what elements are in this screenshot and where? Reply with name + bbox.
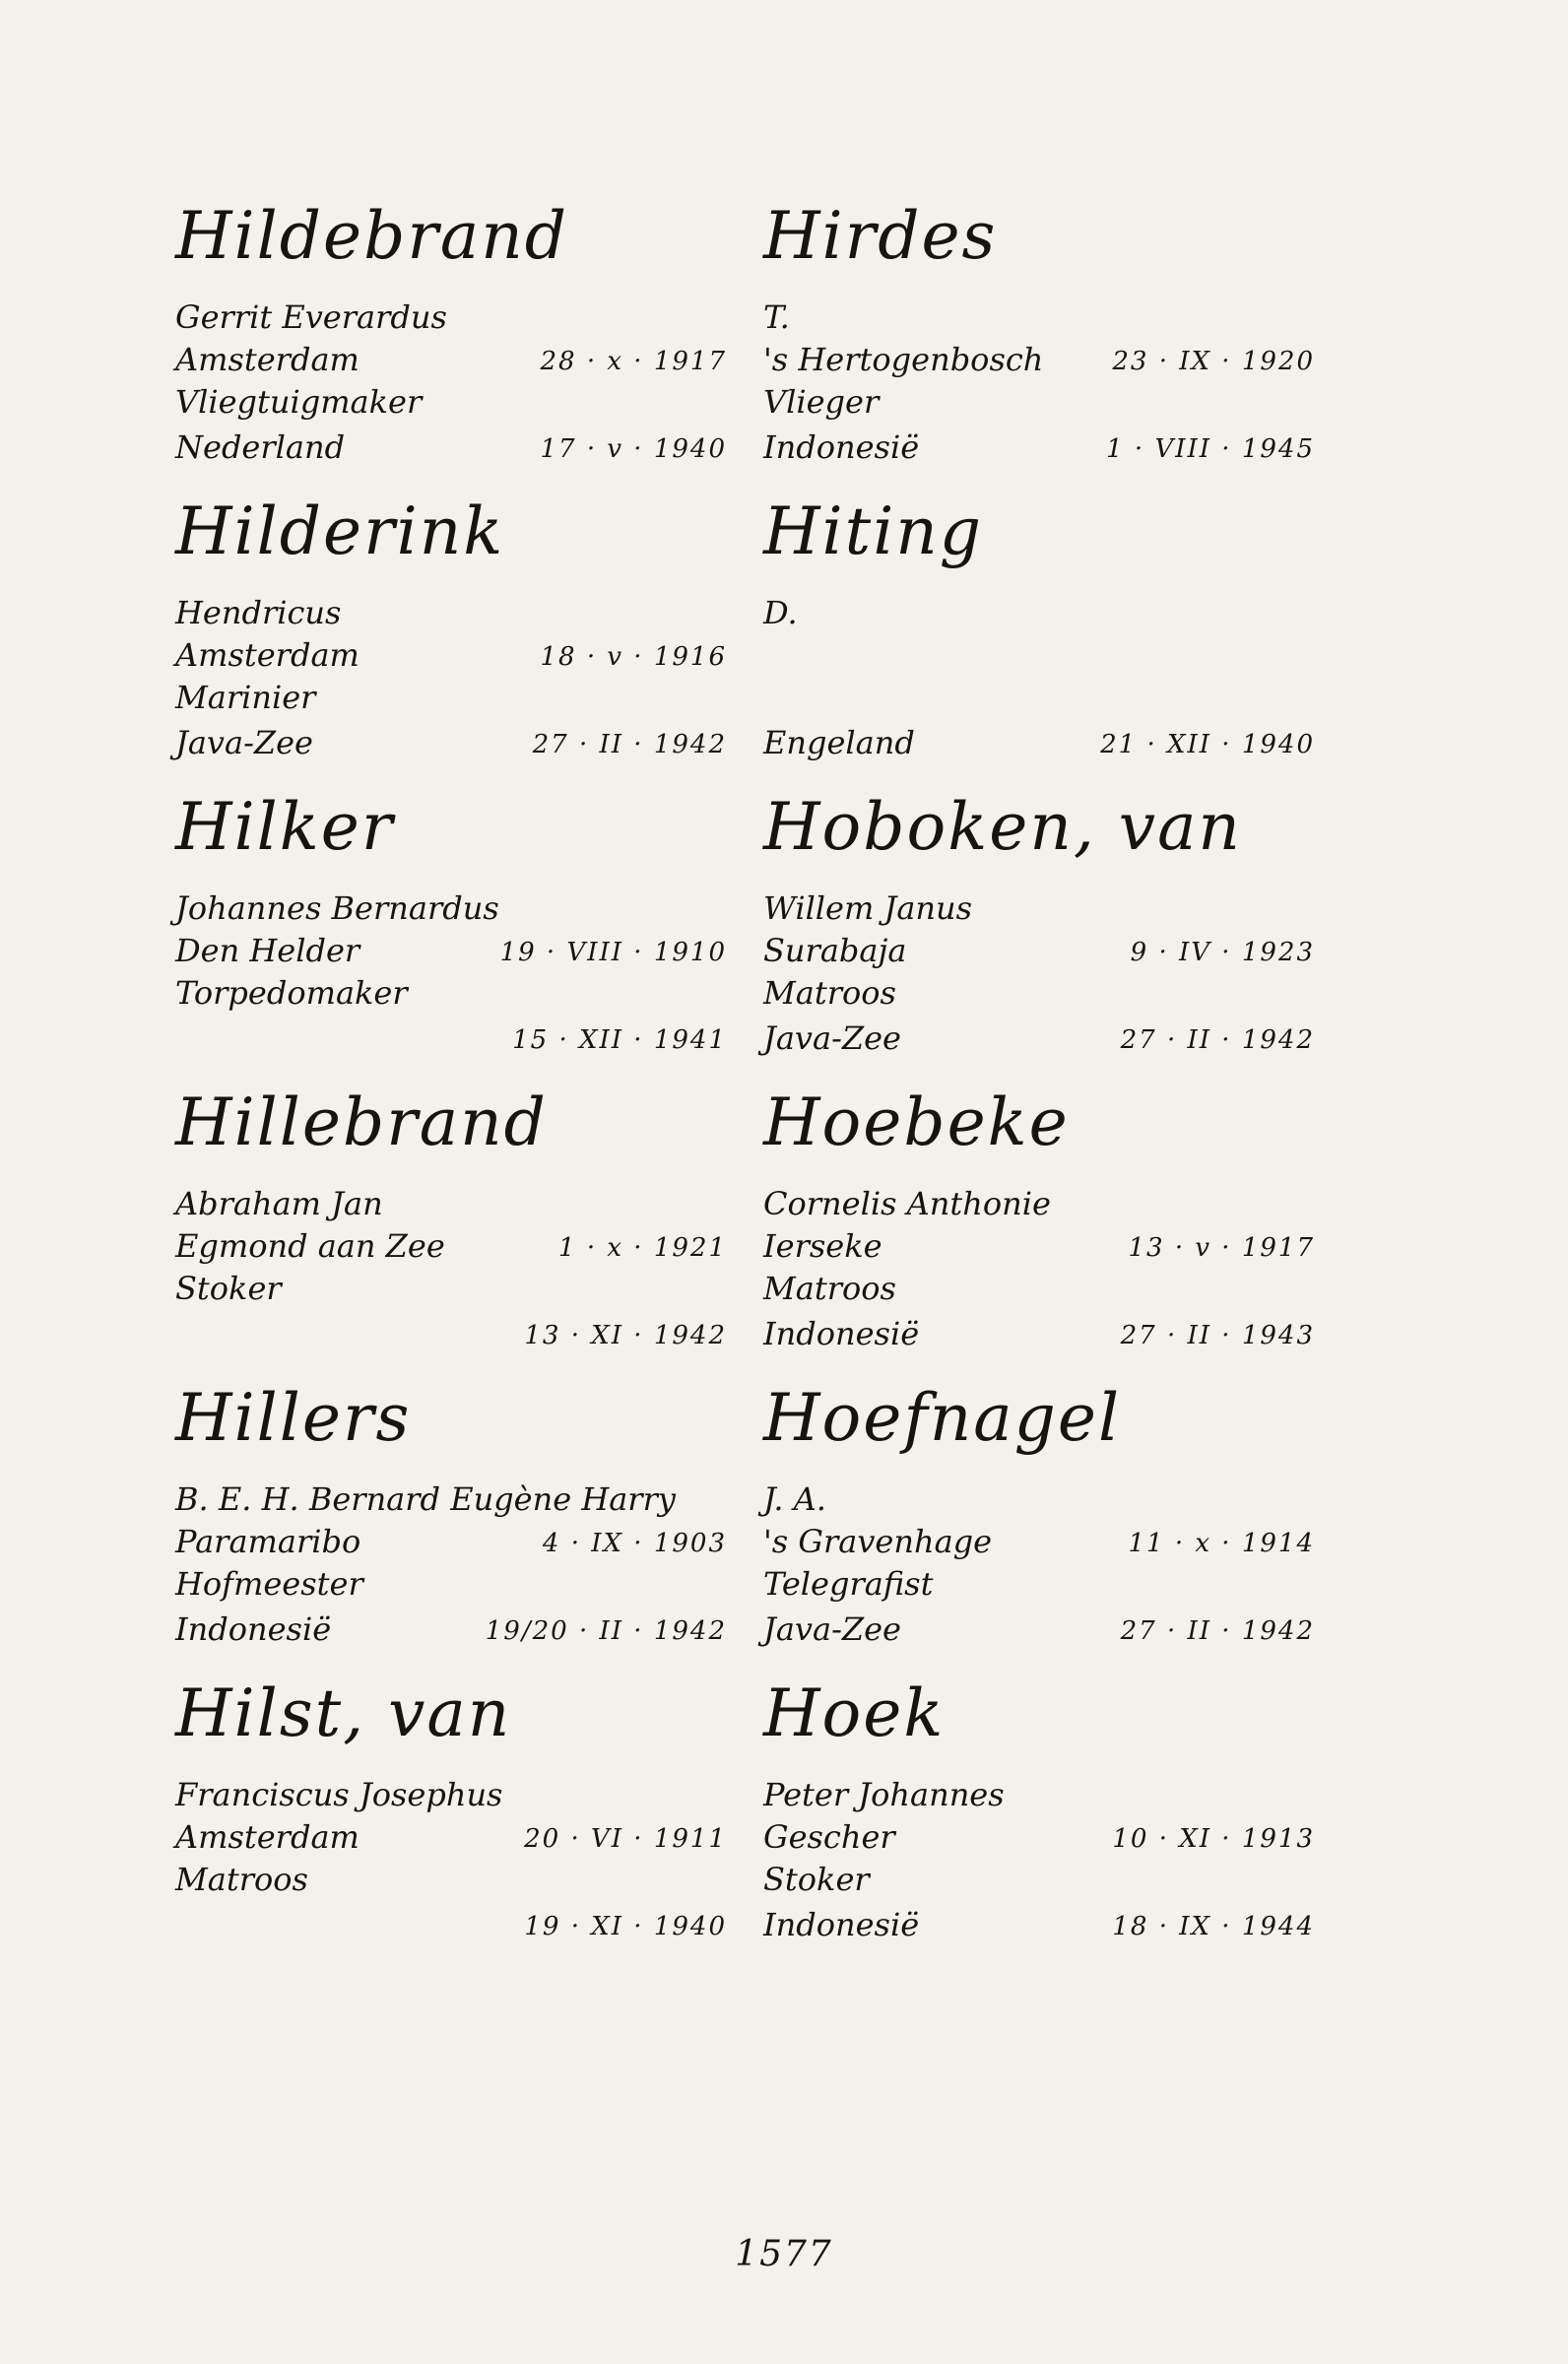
given-names: Johannes Bernardus — [175, 889, 499, 927]
given-names: D. — [763, 594, 798, 631]
birthplace-line — [763, 1520, 1315, 1563]
occupation-line — [175, 1562, 727, 1606]
death-line — [175, 426, 727, 469]
given-names: Cornelis Anthonie — [763, 1185, 1051, 1222]
entry — [763, 197, 1315, 483]
death-place: Java-Zee — [175, 724, 313, 761]
occupation-line — [175, 971, 727, 1015]
birthplace: 's Hertogenbosch — [763, 341, 1044, 378]
death-line — [175, 1903, 727, 1946]
occupation-line — [763, 1562, 1315, 1606]
death-date: 1 · VIII · 1945 — [1106, 434, 1315, 464]
surname-heading: Hilst, van — [175, 1675, 512, 1751]
occupation-line — [175, 1858, 727, 1901]
birth-date: 13 · v · 1917 — [1128, 1233, 1315, 1263]
birth-date: 4 · IX · 1903 — [542, 1529, 727, 1558]
birthplace: Amsterdam — [175, 341, 359, 378]
death-date: 13 · XI · 1942 — [524, 1321, 727, 1350]
death-date: 27 · II · 1942 — [1120, 1616, 1315, 1646]
birthplace-line — [175, 338, 727, 381]
occupation-line — [175, 676, 727, 719]
death-line — [175, 1608, 727, 1651]
given-names-line — [763, 296, 1315, 339]
birth-date: 23 · IX · 1920 — [1112, 347, 1315, 376]
occupation-line — [175, 1267, 727, 1310]
death-date: 18 · IX · 1944 — [1112, 1912, 1315, 1941]
surname-heading: Hilker — [175, 789, 395, 865]
death-line — [763, 1312, 1315, 1355]
birthplace: Den Helder — [175, 932, 360, 969]
occupation: Hofmeester — [175, 1565, 363, 1603]
birthplace: Gescher — [763, 1818, 895, 1856]
given-names-line — [175, 296, 727, 339]
death-date: 27 · II · 1943 — [1120, 1321, 1315, 1350]
birthplace-line — [763, 1815, 1315, 1859]
birth-date: 18 · v · 1916 — [540, 642, 727, 672]
entry — [763, 1674, 1315, 1960]
occupation: Torpedomaker — [175, 974, 408, 1012]
death-date: 19 · XI · 1940 — [524, 1912, 727, 1941]
occupation: Telegrafist — [763, 1565, 934, 1603]
death-date: 17 · v · 1940 — [540, 434, 727, 464]
death-place: Indonesië — [763, 428, 920, 466]
birth-date: 20 · VI · 1911 — [524, 1824, 727, 1854]
death-date: 27 · II · 1942 — [532, 730, 727, 759]
birthplace-line — [175, 1815, 727, 1859]
birthplace-line — [175, 929, 727, 972]
entry — [763, 1379, 1315, 1665]
occupation: Matroos — [175, 1861, 308, 1898]
death-date: 15 · XII · 1941 — [512, 1025, 727, 1055]
occupation: Vlieger — [763, 383, 880, 421]
occupation-line — [763, 1267, 1315, 1310]
death-place: Indonesië — [175, 1610, 332, 1648]
surname-heading: Hillers — [175, 1380, 412, 1456]
birthplace: Egmond aan Zee — [175, 1227, 445, 1265]
given-names: Gerrit Everardus — [175, 298, 447, 336]
entry — [175, 1084, 727, 1369]
given-names: B. E. H. Bernard Eugène Harry — [175, 1480, 676, 1518]
birthplace-line — [763, 929, 1315, 972]
death-line — [763, 1608, 1315, 1651]
given-names-line — [175, 1182, 727, 1225]
surname-heading: Hoefnagel — [763, 1380, 1122, 1456]
birthplace: 's Gravenhage — [763, 1523, 993, 1560]
given-names-line — [763, 886, 1315, 930]
death-date: 27 · II · 1942 — [1120, 1025, 1315, 1055]
surname-heading: Hoebeke — [763, 1084, 1070, 1160]
occupation-line — [763, 1858, 1315, 1901]
surname-heading: Hiting — [763, 493, 984, 569]
surname-heading: Hillebrand — [175, 1084, 548, 1160]
surname-heading: Hilderink — [175, 493, 505, 569]
birthplace-line — [763, 633, 1315, 677]
occupation-line — [763, 971, 1315, 1015]
given-names-line — [175, 1478, 727, 1521]
death-line — [763, 426, 1315, 469]
birthplace-line — [175, 633, 727, 677]
birthplace-line — [763, 1224, 1315, 1268]
death-place: Indonesië — [763, 1906, 920, 1943]
entry — [763, 788, 1315, 1074]
birthplace-line — [175, 1224, 727, 1268]
given-names: T. — [763, 298, 790, 336]
given-names: Willem Janus — [763, 889, 973, 927]
birth-date: 28 · x · 1917 — [540, 347, 727, 376]
given-names: Franciscus Josephus — [175, 1776, 503, 1813]
occupation: Matroos — [763, 1270, 896, 1307]
surname-heading: Hoboken, van — [763, 789, 1242, 865]
page-number: 1577 — [735, 2234, 833, 2274]
surname-heading: Hoek — [763, 1675, 946, 1751]
birthplace: Amsterdam — [175, 636, 359, 674]
birth-date: 1 · x · 1921 — [558, 1233, 727, 1263]
given-names-line — [175, 886, 727, 930]
birth-date: 9 · IV · 1923 — [1130, 938, 1315, 967]
given-names: Hendricus — [175, 594, 342, 631]
birthplace: Amsterdam — [175, 1818, 359, 1856]
death-place: Indonesië — [763, 1315, 920, 1352]
given-names-line — [763, 591, 1315, 634]
given-names-line — [763, 1478, 1315, 1521]
birth-date: 10 · XI · 1913 — [1112, 1824, 1315, 1854]
entry — [175, 492, 727, 778]
death-line — [763, 1903, 1315, 1946]
death-place: Engeland — [763, 724, 915, 761]
occupation: Marinier — [175, 679, 316, 716]
entry — [175, 197, 727, 483]
entry — [175, 1674, 727, 1960]
death-line — [175, 1312, 727, 1355]
given-names-line — [175, 1773, 727, 1816]
death-place: Java-Zee — [763, 1019, 901, 1057]
given-names: Abraham Jan — [175, 1185, 383, 1222]
occupation-line — [175, 380, 727, 424]
occupation: Matroos — [763, 974, 896, 1012]
given-names-line — [763, 1773, 1315, 1816]
birthplace: Surabaja — [763, 932, 907, 969]
birthplace-line — [175, 1520, 727, 1563]
occupation-line — [763, 676, 1315, 719]
entry — [175, 788, 727, 1074]
surname-heading: Hildebrand — [175, 198, 568, 274]
occupation: Stoker — [175, 1270, 282, 1307]
death-date: 21 · XII · 1940 — [1100, 730, 1315, 759]
death-place: Java-Zee — [763, 1610, 901, 1648]
occupation-line — [763, 380, 1315, 424]
death-line — [763, 721, 1315, 764]
given-names: Peter Johannes — [763, 1776, 1005, 1813]
birthplace-line — [763, 338, 1315, 381]
given-names-line — [763, 1182, 1315, 1225]
entry — [175, 1379, 727, 1665]
birthplace: Ierseke — [763, 1227, 882, 1265]
birthplace: Paramaribo — [175, 1523, 361, 1560]
entry — [763, 492, 1315, 778]
occupation: Stoker — [763, 1861, 870, 1898]
given-names-line — [175, 591, 727, 634]
given-names: J. A. — [763, 1480, 826, 1518]
death-line — [175, 721, 727, 764]
birth-date: 11 · x · 1914 — [1128, 1529, 1315, 1558]
birth-date: 19 · VIII · 1910 — [499, 938, 727, 967]
death-place: Nederland — [175, 428, 346, 466]
surname-heading: Hirdes — [763, 198, 998, 274]
occupation: Vliegtuigmaker — [175, 383, 423, 421]
death-line — [175, 1017, 727, 1060]
death-date: 19/20 · II · 1942 — [485, 1616, 727, 1646]
death-line — [763, 1017, 1315, 1060]
entry — [763, 1084, 1315, 1369]
